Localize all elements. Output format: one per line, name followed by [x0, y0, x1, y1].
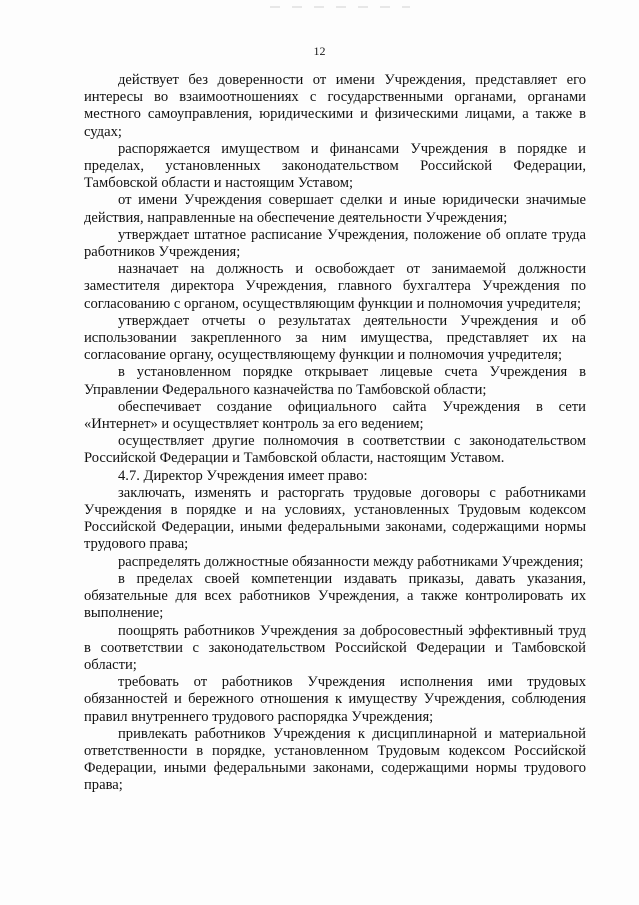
paragraph: действует без доверенности от имени Учреждения, представляет его интересы во взаимоотношениях с государственными органами, органами местного самоуправления, юридическими и физическими лицами, а также в судах; — [84, 72, 586, 140]
scan-artifact — [270, 6, 410, 8]
paragraph: распоряжается имуществом и финансами Учреждения в порядке и пределах, установленных законодательством Российской Федерации, Тамбовской области и настоящим Уставом; — [84, 140, 586, 192]
paragraph: требовать от работников Учреждения исполнения ими трудовых обязанностей и бережного отношения к имуществу Учреждения, соблюдения правил внутреннего трудового распорядка Учреждения; — [84, 674, 586, 725]
paragraph: от имени Учреждения совершает сделки и иные юридически значимые действия, направленные на обеспечение деятельности Учреждения; — [84, 192, 586, 226]
paragraph: назначает на должность и освобождает от занимаемой должности заместителя директора Учреждения, главного бухгалтера Учреждения по согласованию с органом, осуществляющим функции и полномочия учредителя; — [84, 261, 586, 312]
paragraph: распределять должностные обязанности между работниками Учреждения; — [118, 553, 584, 570]
paragraph: в пределах своей компетенции издавать приказы, давать указания, обязательные для всех работников Учреждения, а также контролировать их выполнение; — [84, 570, 586, 622]
paragraph: утверждает штатное расписание Учреждения, положение об оплате труда работников Учреждения; — [84, 226, 586, 261]
paragraph: обеспечивает создание официального сайта Учреждения в сети «Интернет» и осуществляет контроль за его ведением; — [84, 398, 586, 433]
paragraph: в установленном порядке открывает лицевые счета Учреждения в Управлении Федерального казначейства по Тамбовской области; — [84, 364, 586, 398]
paragraph: заключать, изменять и расторгать трудовые договоры с работниками Учреждения в порядке и на условиях, установленных Трудовым кодексом Российской Федерации, иными федеральными законами, содержащими нормы трудового права; — [84, 484, 586, 553]
paragraph: осуществляет другие полномочия в соответствии с законодательством Российской Федерации и Тамбовской области, настоящим Уставом. — [84, 433, 586, 467]
document-body — [84, 72, 586, 795]
paragraph: поощрять работников Учреждения за добросовестный эффективный труд в соответствии с законодательством Российской Федерации и Тамбовской области; — [84, 622, 586, 673]
section-heading-4-7: 4.7. Директор Учреждения имеет право: — [118, 467, 368, 484]
page-number: 12 — [313, 44, 326, 58]
paragraph: утверждает отчеты о результатах деятельности Учреждения и об использовании закрепленного за ним имущества, представляет их на согласование органу, осуществляющему функции и полномочия учредителя; — [84, 312, 586, 364]
paragraph: привлекать работников Учреждения к дисциплинарной и материальной ответственности в порядке, установленном Трудовым кодексом Российской Федерации, иными федеральными законами, содержащими нормы трудового права; — [84, 725, 586, 794]
